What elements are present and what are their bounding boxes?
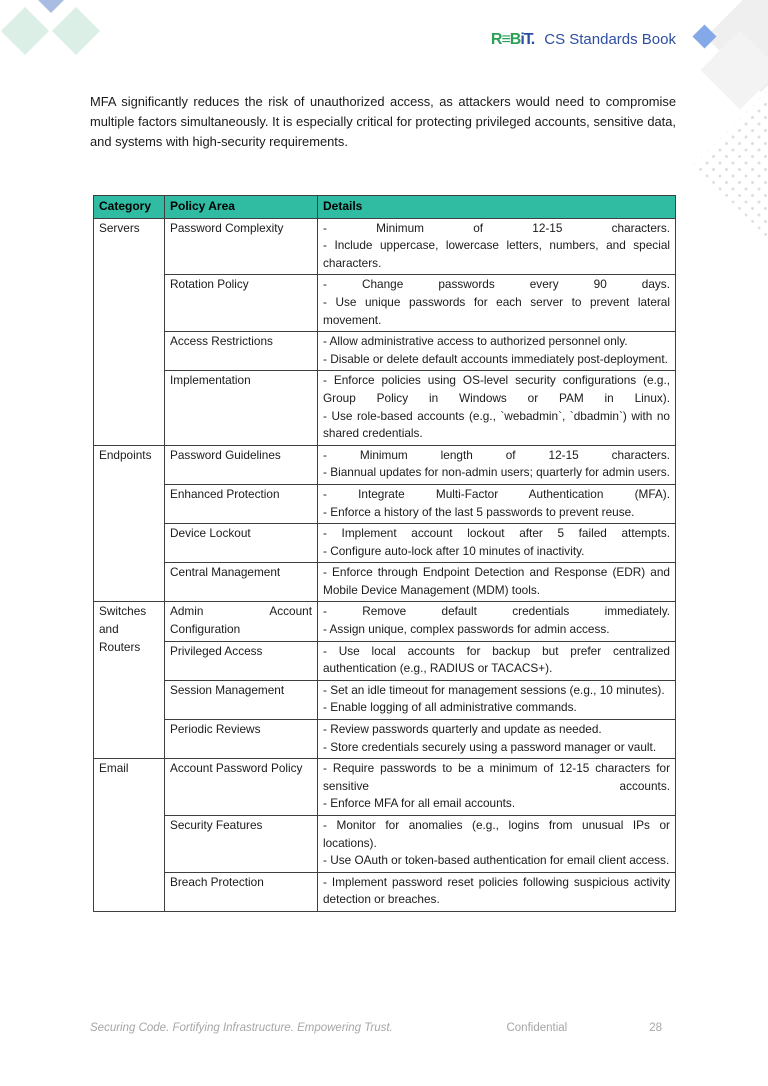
table-row (94, 816, 676, 873)
detail-bullet: - Enforce through Endpoint Detection and Response (EDR) and Mobile Device Management (MDM) tools. (323, 565, 670, 597)
policy-area-cell: Central Management (165, 563, 318, 602)
page-header (90, 31, 676, 49)
detail-bullet: - Review passwords quarterly and update as needed. (323, 722, 602, 737)
page-footer (90, 1022, 662, 1034)
details-cell (318, 872, 676, 911)
detail-bullet: - Assign unique, complex passwords for admin access. (323, 622, 610, 637)
table-row (94, 445, 676, 484)
policy-area-cell: Device Lockout (165, 524, 318, 563)
details-cell (318, 524, 676, 563)
detail-bullet: - Enforce a history of the last 5 passwords to prevent reuse. (323, 504, 635, 519)
policy-area-cell: Implementation (165, 371, 318, 445)
details-cell (318, 816, 676, 873)
confidential-label: Confidential (506, 1022, 568, 1034)
detail-bullet: - Use OAuth or token-based authentication for email client access. (323, 853, 670, 868)
detail-bullet: - Remove default credentials immediately. (323, 604, 670, 619)
detail-bullet: - Implement password reset policies following suspicious activity detection or breaches. (323, 874, 670, 907)
table-row (94, 680, 676, 719)
policy-area-cell: Password Guidelines (165, 445, 318, 484)
policy-area-cell: Session Management (165, 680, 318, 719)
table-row (94, 524, 676, 563)
details-cell (318, 759, 676, 816)
detail-bullet: - Minimum length of 12-15 characters. (323, 447, 670, 462)
policy-area-cell: Breach Protection (165, 872, 318, 911)
category-cell: Switches and Routers (94, 602, 165, 759)
policy-area-cell: Privileged Access (165, 641, 318, 680)
policy-area-cell: Account Password Policy (165, 759, 318, 816)
detail-bullet: - Use role-based accounts (e.g., `webadmin`, `dbadmin`) with no shared credentials. (323, 408, 670, 441)
details-cell (318, 332, 676, 371)
column-header-category: Category (94, 196, 165, 219)
document-title: CS Standards Book (544, 31, 676, 48)
detail-bullet: - Minimum of 12-15 characters. (323, 220, 670, 235)
table-row (94, 641, 676, 680)
table-header-row (94, 196, 676, 219)
policy-area-cell: Access Restrictions (165, 332, 318, 371)
rebit-logo-blue: iT. (520, 31, 535, 48)
table-row (94, 720, 676, 759)
table-row (94, 275, 676, 332)
details-cell (318, 445, 676, 484)
detail-bullet: - Configure auto-lock after 10 minutes of inactivity. (323, 543, 585, 558)
detail-bullet: - Allow administrative access to authorized personnel only. (323, 334, 628, 349)
detail-bullet: - Enforce MFA for all email accounts. (323, 796, 516, 811)
detail-bullet: - Use local accounts for backup but prefer centralized authentication (e.g., RADIUS or TACACS+). (323, 643, 670, 676)
detail-bullet: - Biannual updates for non-admin users; quarterly for admin users. (323, 465, 670, 480)
detail-bullet: - Monitor for anomalies (e.g., logins from unusual IPs or locations). (323, 818, 670, 850)
policy-area-cell: Password Complexity (165, 218, 318, 275)
table-row (94, 371, 676, 445)
intro-paragraph: MFA significantly reduces the risk of unauthorized access, as attackers would need to compromise multiple factors simultaneously. It is especially critical for protecting privileged accounts, sensitive data, and systems with high-security requirements. (90, 94, 676, 149)
table-row (94, 872, 676, 911)
footer-tagline: Securing Code. Fortifying Infrastructure. Empowering Trust. (90, 1022, 393, 1034)
details-cell (318, 720, 676, 759)
table-row (94, 563, 676, 602)
policy-area-cell: Enhanced Protection (165, 484, 318, 523)
rebit-logo (491, 31, 534, 49)
details-cell (318, 371, 676, 445)
details-cell (318, 641, 676, 680)
detail-bullet: - Implement account lockout after 5 failed attempts. (323, 526, 670, 541)
detail-bullet: - Require passwords to be a minimum of 12-15 characters for sensitive accounts. (323, 761, 670, 793)
table-row (94, 218, 676, 275)
blue-diamond-decoration (34, 0, 68, 13)
policy-area-cell: Periodic Reviews (165, 720, 318, 759)
details-cell (318, 218, 676, 275)
category-cell: Email (94, 759, 165, 912)
table-row (94, 759, 676, 816)
details-cell (318, 484, 676, 523)
details-cell (318, 275, 676, 332)
detail-bullet: - Enforce policies using OS-level security configurations (e.g., Group Policy in Windows or PAM in Linux). (323, 373, 670, 405)
details-cell (318, 680, 676, 719)
details-cell (318, 563, 676, 602)
detail-bullet: - Store credentials securely using a password manager or vault. (323, 739, 657, 754)
detail-bullet: - Include uppercase, lowercase letters, numbers, and special characters. (323, 238, 670, 270)
page-number: 28 (649, 1022, 662, 1034)
table-row (94, 602, 676, 641)
detail-bullet: - Integrate Multi-Factor Authentication (MFA). (323, 486, 670, 501)
rebit-logo-green: R≡B (490, 31, 521, 48)
detail-bullet: - Use unique passwords for each server to prevent lateral movement. (323, 294, 670, 327)
mint-diamond-decoration (1, 7, 49, 55)
policy-area-cell: Admin Account Configuration (165, 602, 318, 641)
detail-bullet: - Disable or delete default accounts immediately post-deployment. (323, 351, 668, 366)
detail-bullet: - Change passwords every 90 days. (323, 277, 670, 292)
policy-table (93, 195, 676, 912)
category-cell: Endpoints (94, 445, 165, 602)
detail-bullet: - Set an idle timeout for management sessions (e.g., 10 minutes). (323, 682, 665, 697)
column-header-policy-area: Policy Area (165, 196, 318, 219)
category-cell: Servers (94, 218, 165, 445)
policy-area-cell: Security Features (165, 816, 318, 873)
table-row (94, 484, 676, 523)
column-header-details: Details (318, 196, 676, 219)
details-cell (318, 602, 676, 641)
detail-bullet: - Enable logging of all administrative commands. (323, 700, 577, 715)
table-row (94, 332, 676, 371)
policy-area-cell: Rotation Policy (165, 275, 318, 332)
